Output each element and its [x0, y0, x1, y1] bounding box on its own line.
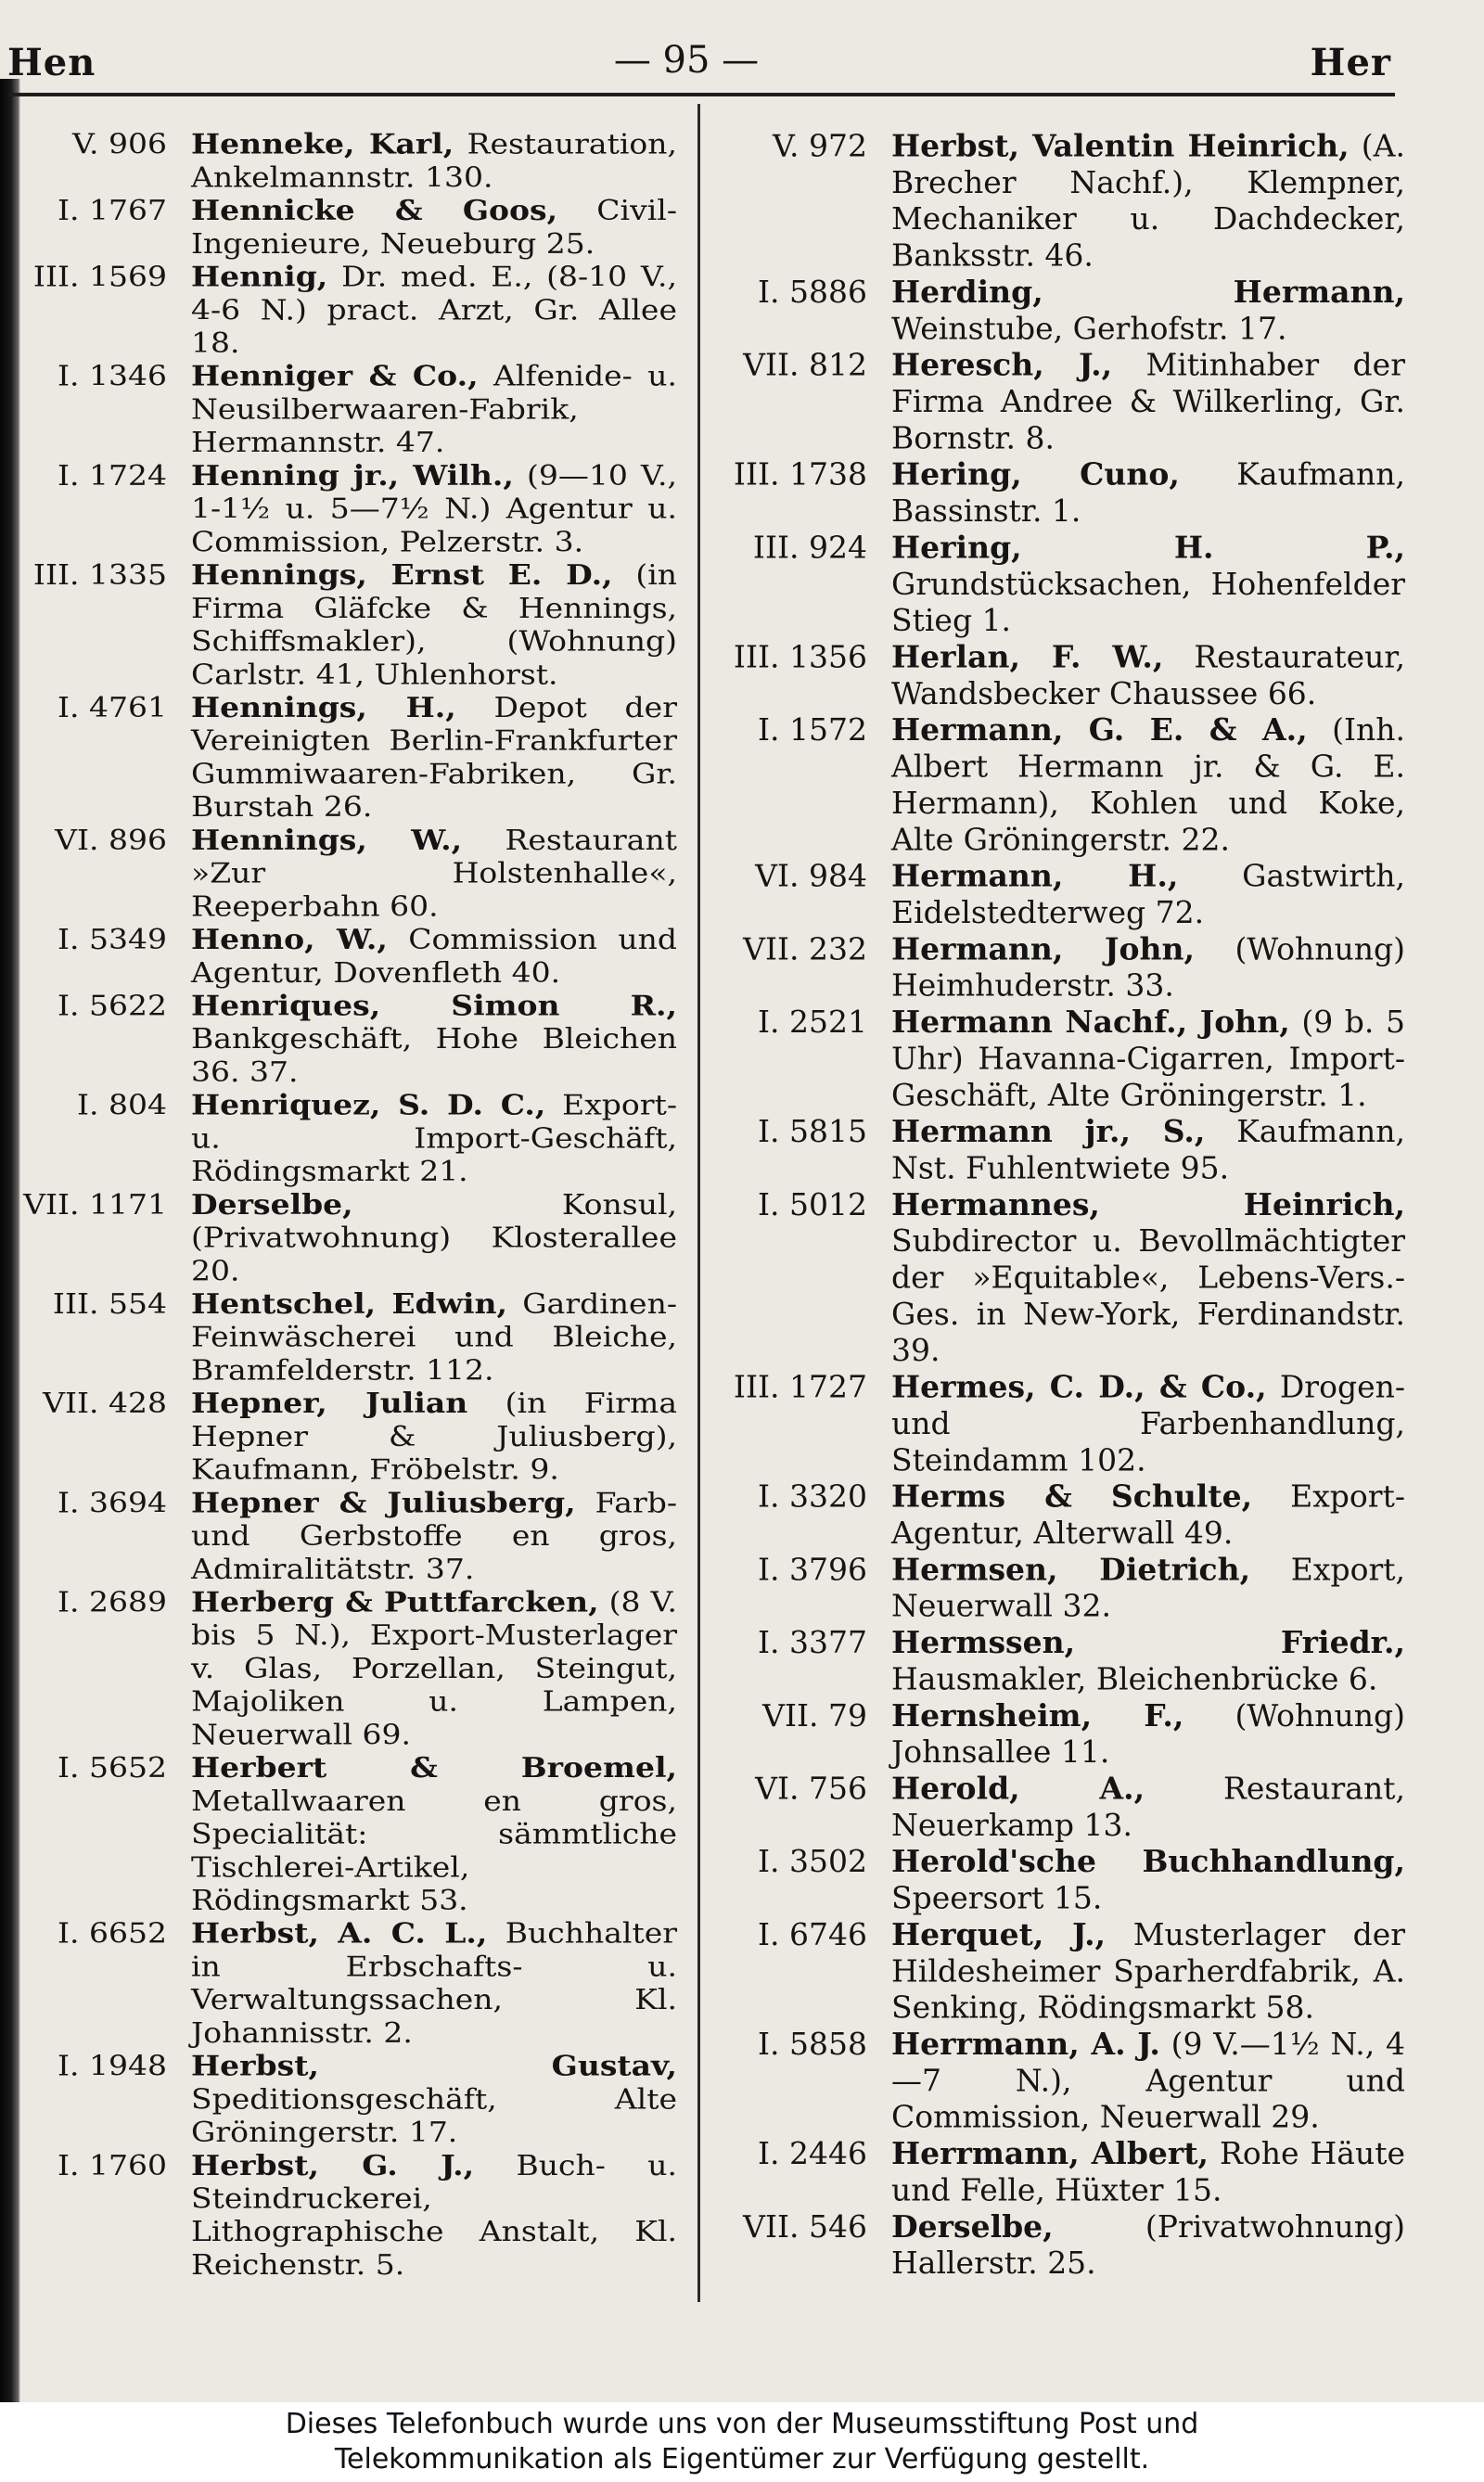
directory-entry	[710, 1625, 1405, 1698]
entry-details: (Wohnung) Johnsallee 11.	[891, 1697, 1405, 1771]
entry-text	[191, 261, 677, 360]
entry-text	[191, 1287, 677, 1387]
phone-number: III. 1727	[733, 1369, 867, 1405]
entry-name: Hennicke & Goos,	[191, 194, 558, 227]
entry-name: Herbert & Broemel,	[191, 1751, 677, 1785]
phone-number: VI. 896	[55, 824, 167, 857]
entry-name: Herms & Schulte,	[891, 1478, 1253, 1515]
header-left-keyword: Hen	[7, 41, 96, 84]
directory-entry	[9, 824, 677, 923]
entry-details: Kaufmann, Nst. Fuhlentwiete 95.	[891, 1113, 1406, 1186]
entry-text	[191, 2149, 677, 2282]
directory-entry	[9, 1586, 677, 1752]
entry-name: Hennig,	[191, 260, 328, 293]
entry-name: Hermann, John,	[891, 930, 1195, 967]
entry-text	[191, 1188, 677, 1287]
phone-number: I. 2446	[758, 2135, 867, 2171]
entry-text	[191, 2050, 677, 2149]
entry-name: Hering, H. P.,	[891, 529, 1405, 566]
entry-details: Kaufmann, Bassinstr. 1.	[891, 456, 1405, 529]
phone-number: V. 972	[772, 128, 867, 164]
entry-text	[191, 1487, 677, 1586]
entry-name: Hentschel, Edwin,	[191, 1287, 508, 1321]
entry-text	[891, 347, 1405, 456]
directory-entry	[710, 1478, 1405, 1552]
entry-text	[891, 1114, 1405, 1187]
directory-entry	[9, 1089, 677, 1188]
entry-name: Henniger & Co.,	[191, 360, 479, 392]
entry-details: (in Firma Gläfcke & Hennings, Schiffsmakler), (Wohnung) Carlstr. 41, Uhlenhorst.	[191, 558, 677, 691]
entry-details: (Privatwohnung) Hallerstr. 25.	[891, 2208, 1405, 2282]
phone-number: I. 3796	[758, 1551, 867, 1588]
phone-number: III. 924	[752, 529, 867, 566]
entry-text	[891, 2136, 1405, 2209]
directory-entry	[710, 1844, 1405, 1917]
entry-text	[191, 1917, 677, 2050]
entry-details: Bankgeschäft, Hohe Bleichen 36. 37.	[191, 1022, 677, 1089]
entry-text	[191, 691, 677, 824]
entry-details: Restaurant, Neuerkamp 13.	[891, 1771, 1405, 1843]
footer-line-1: Dieses Telefonbuch wurde uns von der Museumsstiftung Post und	[285, 2408, 1199, 2440]
directory-entry	[9, 1287, 677, 1387]
phone-number: VII. 232	[743, 930, 867, 967]
entry-name: Hermsen, Dietrich,	[891, 1551, 1251, 1588]
entry-text	[191, 824, 677, 923]
phone-number: I. 5622	[58, 989, 167, 1022]
directory-entry	[710, 1697, 1405, 1771]
entry-text	[191, 1387, 677, 1486]
entry-text	[891, 274, 1405, 347]
entry-text	[891, 1552, 1405, 1625]
entry-text	[191, 459, 677, 558]
entry-name: Hermannes, Heinrich,	[891, 1186, 1405, 1222]
right-column	[710, 128, 1405, 2282]
phone-number: I. 1760	[58, 2149, 167, 2181]
entry-details: Buchhalter in Erbschafts- u. Verwaltungssachen, Kl. Johannisstr. 2.	[191, 1917, 678, 2050]
phone-number: I. 1346	[58, 360, 167, 392]
entry-details: Gardinen-Feinwäscherei und Bleiche, Bramfelderstr. 112.	[191, 1287, 677, 1387]
directory-entry	[710, 639, 1405, 712]
entry-text	[891, 1916, 1405, 2026]
entry-name: Herbst, Valentin Heinrich,	[891, 128, 1350, 164]
header-rule	[9, 93, 1395, 96]
directory-entry	[710, 712, 1405, 858]
phone-number: VI. 984	[755, 858, 867, 894]
directory-entry	[710, 456, 1405, 530]
entry-details: Commission und Agentur, Dovenfleth 40.	[191, 923, 677, 989]
phone-number: I. 5886	[758, 274, 867, 310]
phone-number: I. 3377	[758, 1624, 867, 1660]
entry-name: Hermann Nachf., John,	[891, 1004, 1290, 1040]
entry-name: Herrmann, A. J.	[891, 2026, 1160, 2062]
entry-details: Alfenide- u. Neusilberwaaren-Fabrik, Hermannstr. 47.	[191, 360, 677, 459]
entry-details: Restaurant »Zur Holstenhalle«, Reeperbahn 60.	[191, 824, 677, 923]
entry-name: Herbst, G. J.,	[191, 2149, 475, 2181]
entry-text	[891, 931, 1405, 1004]
entry-name: Henriques, Simon R.,	[191, 989, 677, 1022]
entry-name: Herbst, Gustav,	[191, 2049, 677, 2082]
directory-entry	[710, 530, 1405, 639]
entry-text	[891, 128, 1405, 274]
entry-details: Metallwaaren en gros, Specialität: sämmtliche Tischlerei-Artikel, Rödingsmarkt 53.	[191, 1785, 677, 1917]
entry-name: Derselbe,	[191, 1188, 353, 1221]
entry-details: (8 V. bis 5 N.), Export-Musterlager v. Glas, Porzellan, Steingut, Majoliken u. Lampen, Neuerwall 69.	[191, 1585, 677, 1751]
entry-name: Henneke, Karl,	[191, 128, 454, 160]
entry-text	[891, 456, 1405, 530]
entry-name: Hermssen, Friedr.,	[891, 1624, 1405, 1660]
entry-name: Herbst, A. C. L.,	[191, 1917, 488, 1950]
entry-details: Drogen- und Farbenhandlung, Steindamm 102.	[891, 1369, 1405, 1478]
directory-entry	[9, 1751, 677, 1917]
entry-text	[191, 128, 677, 194]
entry-text	[891, 2208, 1405, 2282]
entry-name: Henno, W.,	[191, 923, 388, 956]
phone-number: I. 5858	[758, 2026, 867, 2062]
entry-text	[891, 858, 1405, 931]
directory-entry	[710, 1114, 1405, 1187]
entry-details: Export-Agentur, Alterwall 49.	[891, 1478, 1405, 1551]
directory-entry	[9, 1917, 677, 2050]
phone-number: VII. 1171	[23, 1188, 167, 1221]
entry-details: Restaurateur, Wandsbecker Chaussee 66.	[891, 638, 1406, 711]
phone-number: I. 5815	[758, 1113, 867, 1149]
entry-details: Gastwirth, Eidelstedterweg 72.	[891, 858, 1405, 930]
phone-number: I. 3320	[758, 1478, 867, 1515]
entry-name: Hepner, Julian	[191, 1387, 468, 1420]
entry-details: (9 V.—1½ N., 4—7 N.), Agentur und Commission, Neuerwall 29.	[891, 2026, 1405, 2135]
entry-details: Depot der Vereinigten Berlin-Frankfurter Gummiwaaren-Fabriken, Gr. Burstah 26.	[191, 691, 677, 824]
entry-text	[891, 639, 1405, 712]
phone-number: III. 1738	[733, 456, 867, 493]
entry-text	[191, 194, 677, 260]
entry-text	[191, 923, 677, 989]
directory-entry	[710, 1771, 1405, 1844]
entry-details: Farb- und Gerbstoffe en gros, Admiralitätstr. 37.	[191, 1486, 677, 1585]
directory-entry	[710, 1916, 1405, 2026]
phone-number: I. 2521	[758, 1004, 867, 1040]
phone-number: I. 1724	[58, 459, 167, 493]
directory-entry	[9, 128, 677, 194]
phone-number: V. 906	[71, 128, 167, 160]
entry-details: (A. Brecher Nachf.), Klempner, Mechaniker u. Dachdecker, Banksstr. 46.	[891, 128, 1405, 274]
directory-entry	[710, 347, 1405, 456]
directory-entry	[9, 923, 677, 989]
entry-name: Herold'sche Buchhandlung,	[891, 1843, 1405, 1880]
left-column	[9, 128, 677, 2282]
directory-entry	[9, 990, 677, 1089]
page-header	[0, 35, 1391, 82]
entry-name: Hennings, Ernst E. D.,	[191, 558, 613, 592]
entry-details: (9—10 V., 1-1½ u. 5—7½ N.) Agentur u. Commission, Pelzerstr. 3.	[191, 459, 677, 558]
phone-number: III. 554	[52, 1287, 167, 1321]
entry-text	[891, 2027, 1405, 2136]
entry-name: Herrmann, Albert,	[891, 2135, 1209, 2171]
entry-details: (in Firma Hepner & Juliusberg), Kaufmann, Fröbelstr. 9.	[191, 1387, 677, 1486]
entry-name: Hepner & Juliusberg,	[191, 1486, 576, 1519]
entry-text	[891, 1697, 1405, 1771]
entry-details: Weinstube, Gerhofstr. 17.	[891, 310, 1287, 347]
directory-entry	[710, 1004, 1405, 1114]
directory-entry	[710, 1369, 1405, 1478]
phone-number: III. 1356	[733, 638, 867, 675]
directory-entry	[710, 2208, 1405, 2282]
phone-number: I. 5652	[58, 1751, 167, 1785]
entry-text	[891, 1186, 1405, 1369]
entry-details: Civil-Ingenieure, Neueburg 25.	[191, 194, 677, 260]
directory-entry	[9, 459, 677, 558]
entry-text	[891, 1004, 1405, 1114]
directory-entry	[710, 128, 1405, 274]
directory-entry	[710, 858, 1405, 931]
directory-entry	[9, 1387, 677, 1486]
directory-entry	[9, 360, 677, 459]
entry-name: Henriquez, S. D. C.,	[191, 1088, 546, 1121]
phone-number: I. 2689	[58, 1585, 167, 1618]
directory-entry	[710, 931, 1405, 1004]
directory-entry	[9, 194, 677, 260]
entry-details: Konsul, (Privatwohnung) Klosterallee 20.	[191, 1188, 677, 1287]
entry-name: Hering, Cuno,	[891, 456, 1180, 493]
phone-number: I. 5012	[758, 1186, 867, 1222]
entry-name: Hermann jr., S.,	[891, 1113, 1206, 1149]
entry-name: Herberg & Puttfarcken,	[191, 1585, 599, 1618]
entry-text	[191, 1751, 677, 1917]
phone-number: VII. 79	[762, 1697, 867, 1734]
phone-number: I. 5349	[58, 923, 167, 956]
entry-details: Musterlager der Hildesheimer Sparherdfabrik, A. Senking, Rödingsmarkt 58.	[891, 1916, 1405, 2026]
entry-details: Speditionsgeschäft, Alte Gröningerstr. 17.	[191, 2082, 677, 2149]
phone-number: I. 3502	[758, 1843, 867, 1880]
entry-name: Herding, Hermann,	[891, 274, 1405, 310]
header-right-keyword: Her	[1310, 41, 1391, 84]
phone-number: VII. 812	[743, 347, 867, 383]
entry-name: Herlan, F. W.,	[891, 638, 1164, 675]
phone-number: I. 1572	[758, 711, 867, 748]
entry-details: (Wohnung) Heimhuderstr. 33.	[891, 930, 1405, 1004]
directory-entry	[9, 2149, 677, 2282]
directory-entry	[710, 2027, 1405, 2136]
directory-entry	[9, 2050, 677, 2149]
entry-details: Hausmakler, Bleichenbrücke 6.	[891, 1660, 1378, 1697]
entry-text	[191, 1089, 677, 1188]
entry-text	[191, 558, 677, 691]
phone-number: III. 1569	[32, 260, 167, 293]
page-number: — 95 —	[613, 39, 760, 82]
entry-text	[891, 712, 1405, 858]
directory-entry	[9, 558, 677, 691]
entry-details: Subdirector u. Bevollmächtigter der »Equitable«, Lebens-Vers.-Ges. in New-York, Ferdinandstr. 39.	[891, 1222, 1405, 1369]
entry-text	[891, 1369, 1405, 1478]
directory-entry	[9, 1487, 677, 1586]
entry-text	[191, 990, 677, 1089]
entry-name: Herold, A.,	[891, 1771, 1145, 1807]
entry-details: Grundstücksachen, Hohenfelder Stieg 1.	[891, 566, 1405, 638]
entry-name: Hernsheim, F.,	[891, 1697, 1184, 1734]
entry-details: Speersort 15.	[891, 1880, 1103, 1916]
directory-entry	[710, 2136, 1405, 2209]
entry-name: Hennings, H.,	[191, 691, 456, 724]
entry-details: Buch- u. Steindruckerei, Lithographische Anstalt, Kl. Reichenstr. 5.	[191, 2149, 677, 2282]
directory-entry	[710, 1552, 1405, 1625]
phone-number: I. 6746	[758, 1916, 867, 1952]
phone-number: I. 3694	[58, 1486, 167, 1519]
phone-number: III. 1335	[32, 558, 167, 592]
entry-details: Restauration, Ankelmannstr. 130.	[191, 128, 677, 194]
entry-details: Rohe Häute und Felle, Hüxter 15.	[891, 2135, 1405, 2208]
entry-details: (9 b. 5 Uhr) Havanna-Cigarren, Import-Geschäft, Alte Gröningerstr. 1.	[891, 1004, 1405, 1113]
phone-number: I. 804	[76, 1088, 167, 1121]
phone-number: I. 1767	[58, 194, 167, 227]
directory-entry	[9, 261, 677, 360]
entry-name: Hermann, G. E. & A.,	[891, 711, 1308, 748]
phone-number: VII. 546	[743, 2208, 867, 2245]
entry-name: Herquet, J.,	[891, 1916, 1107, 1952]
entry-text	[891, 530, 1405, 639]
entry-name: Henning jr., Wilh.,	[191, 459, 514, 493]
entry-text	[191, 360, 677, 459]
entry-text	[891, 1625, 1405, 1698]
entry-details: Dr. med. E., (8-10 V., 4-6 N.) pract. Arzt, Gr. Allee 18.	[191, 260, 677, 360]
phone-number: I. 4761	[58, 691, 167, 724]
phone-number: VI. 756	[755, 1771, 867, 1807]
column-divider	[697, 104, 700, 2302]
directory-entry	[9, 691, 677, 824]
entry-details: Export- u. Import-Geschäft, Rödingsmarkt 21.	[191, 1088, 677, 1188]
footer-note	[0, 2402, 1484, 2482]
entry-text	[891, 1478, 1405, 1552]
entry-name: Heresch, J.,	[891, 347, 1113, 383]
phone-number: VII. 428	[43, 1387, 167, 1420]
entry-details: Export, Neuerwall 32.	[891, 1551, 1405, 1624]
footer-line-2: Telekommunikation als Eigentümer zur Verfügung gestellt.	[334, 2443, 1150, 2476]
entry-name: Hennings, W.,	[191, 824, 463, 857]
entry-details: Mitinhaber der Firma Andree & Wilkerling, Gr. Bornstr. 8.	[891, 347, 1405, 456]
entry-name: Hermes, C. D., & Co.,	[891, 1369, 1267, 1405]
entry-details: (Inh. Albert Hermann jr. & G. E. Hermann), Kohlen und Koke, Alte Gröningerstr. 22.	[891, 711, 1405, 858]
directory-entry	[9, 1188, 677, 1287]
phone-number: I. 6652	[58, 1917, 167, 1950]
entry-text	[891, 1771, 1405, 1844]
directory-entry	[710, 274, 1405, 347]
directory-entry	[710, 1186, 1405, 1369]
entry-name: Derselbe,	[891, 2208, 1054, 2245]
entry-text	[191, 1586, 677, 1752]
entry-text	[891, 1844, 1405, 1917]
entry-name: Hermann, H.,	[891, 858, 1179, 894]
phone-number: I. 1948	[58, 2049, 167, 2082]
